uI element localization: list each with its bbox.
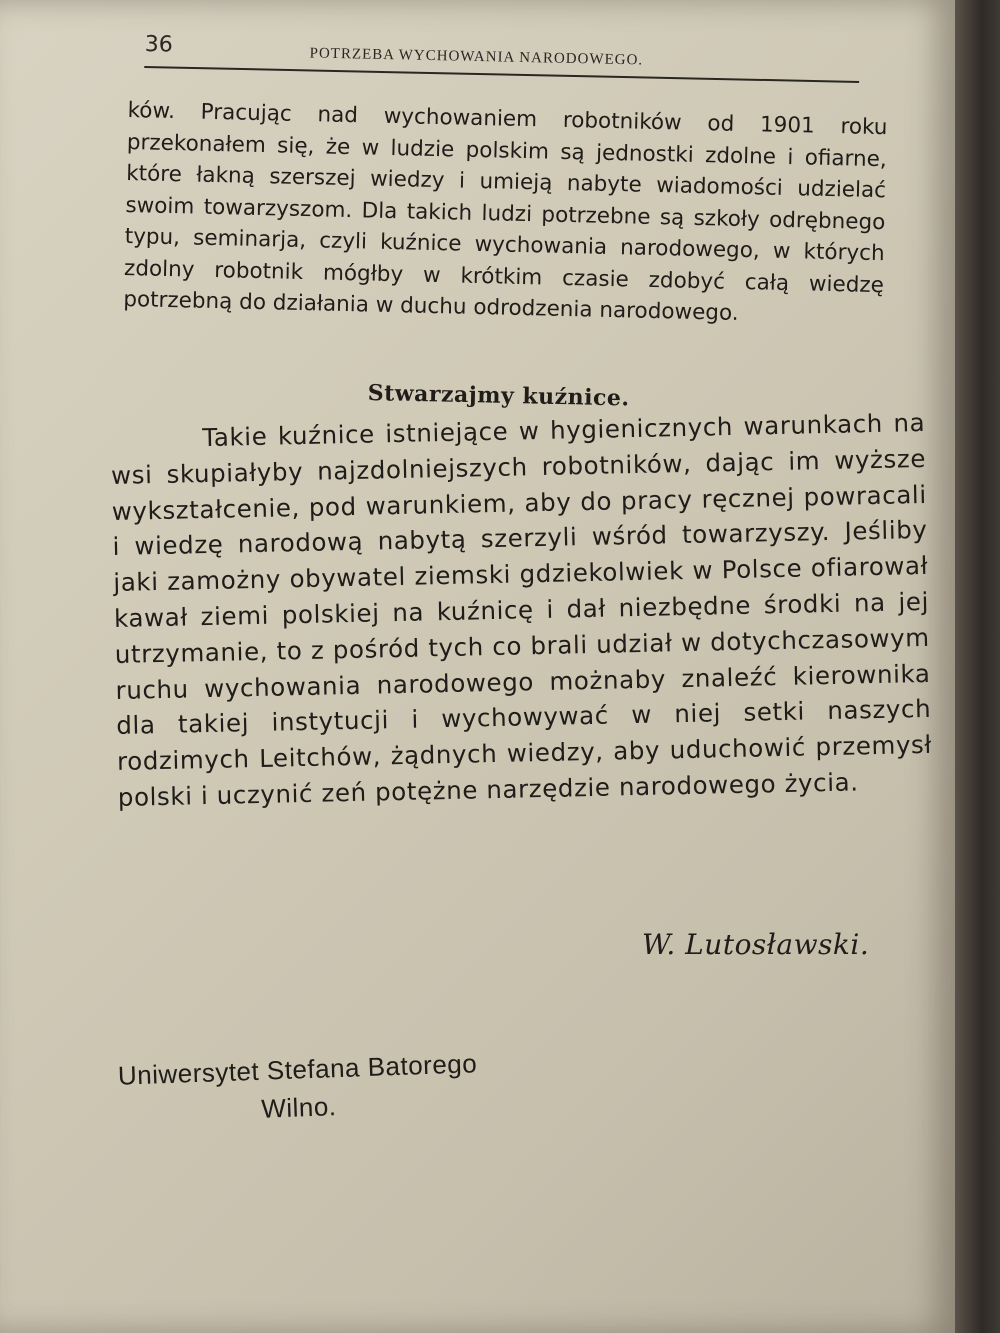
book-edge-shadow xyxy=(955,0,1000,1333)
paragraph-continued xyxy=(123,95,888,333)
library-stamp xyxy=(82,1043,514,1134)
stamp-line-university: Uniwersytet Stefana Batorego xyxy=(117,1048,478,1091)
running-head: POTRZEBA WYCHOWANIA NARODOWEGO. xyxy=(309,45,644,69)
header-rule xyxy=(144,66,859,83)
paragraph-kuznice xyxy=(110,405,933,816)
paragraph-2-text: Takie kuźnice istniejące w hygienicznych warunkach na wsi skupiałyby najzdolniejszych robotników, dając im wyższe wykształcenie, pod warunkiem, aby do pracy ręcznej powracali i wiedzę narodową nabytą szerzyli wśród towarzyszy. Jeśliby jaki zamożny obywatel ziemski gdziekolwiek w Polsce ofiarował kawał ziemi polskiej na kuźnicę i dał niezbędne środki na jej utrzymanie, to z pośród tych co brali udział w dotychczasowym ruchu wychowania narodowego możnaby znaleźć kierownika dla takiej instytucji i wychowywać w niej setki naszych rodzimych Leitchów, żądnych wiedzy, aby uduchowić przemysł polski i uczynić zeń potężne narzędzie narodowego życia. xyxy=(110,407,933,812)
stamp-line-city: Wilno. xyxy=(260,1091,337,1124)
section-heading: Stwarzajmy kuźnice. xyxy=(367,380,630,412)
author-signature: W. Lutosławski. xyxy=(642,928,870,961)
page-number: 36 xyxy=(144,32,173,58)
page-header xyxy=(144,32,865,87)
paragraph-1-text: ków. Pracując nad wychowaniem robotników od 1901 roku przekonałem się, że w ludzie polskim są jednostki zdolne i ofiarne, które łakną szerszej wiedzy i umieją nabyte wiadomości udzielać swoim towarzyszom. Dla takich ludzi potrzebne są szkoły odrębnego typu, seminarja, czyli kuźnice wychowania narodowego, w których zdolny robotnik mógłby w krótkim czasie zdobyć całą wiedzę potrzebną do działania w duchu odrodzenia narodowego. xyxy=(123,97,888,326)
